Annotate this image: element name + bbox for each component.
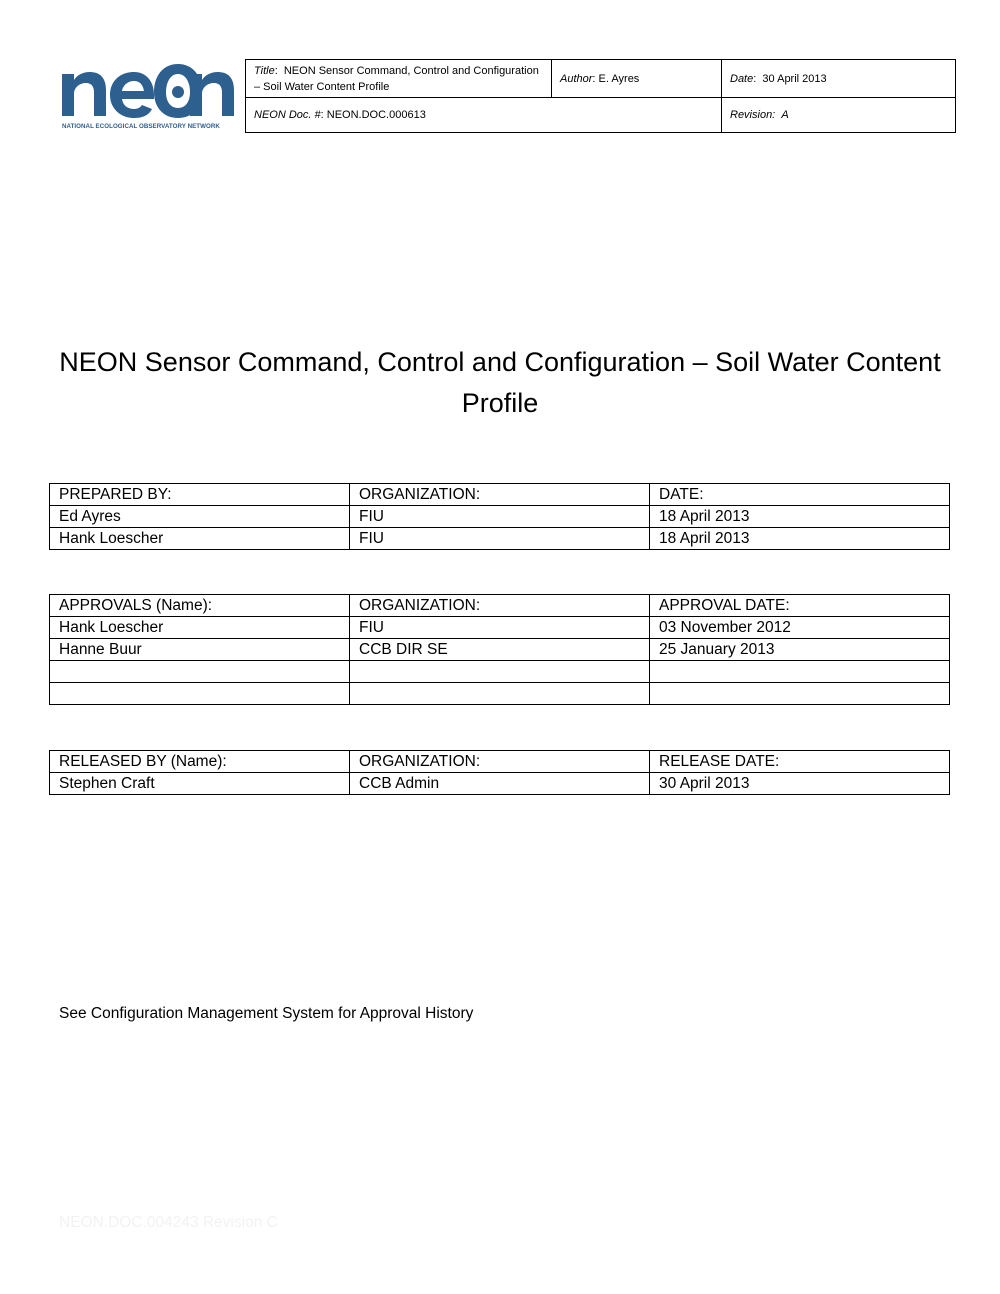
table-cell: [50, 661, 350, 683]
table-cell: Ed Ayres: [50, 506, 350, 528]
table-header-row: [50, 751, 950, 773]
header-docnum-label: NEON Doc. #: [254, 109, 321, 121]
table-row: [50, 617, 950, 639]
table-row: [50, 528, 950, 550]
header-revision-cell: [722, 98, 956, 133]
footer-doc-reference: NEON.DOC.004243 Revision C: [59, 1214, 278, 1231]
header-title-value: NEON Sensor Command, Control and Configuration – Soil Water Content Profile: [254, 64, 539, 93]
table-cell: Hanne Buur: [50, 639, 350, 661]
header-title-label: Title: [254, 64, 275, 77]
header-date-cell: Date: 30 April 2013: [722, 60, 956, 98]
table-cell: Hank Loescher: [50, 528, 350, 550]
table-header-cell: RELEASE DATE:: [650, 751, 950, 773]
table-row: [50, 639, 950, 661]
table-cell: [650, 661, 950, 683]
table-cell: Stephen Craft: [50, 773, 350, 795]
table-cell: CCB Admin: [350, 773, 650, 795]
table-header-cell: APPROVALS (Name):: [50, 595, 350, 617]
table-row: [50, 773, 950, 795]
approval-history-note: See Configuration Management System for Approval History: [59, 1005, 474, 1022]
table-header-cell: APPROVAL DATE:: [650, 595, 950, 617]
header-author-value: E. Ayres: [598, 72, 640, 85]
logo-tagline: NATIONAL ECOLOGICAL OBSERVATORY NETWORK: [62, 123, 220, 130]
table-cell: 25 January 2013: [650, 639, 950, 661]
table-cell: FIU: [350, 528, 650, 550]
table-row: [50, 683, 950, 705]
header-author-label: Author: [560, 72, 593, 85]
table-header-cell: ORGANIZATION:: [350, 751, 650, 773]
table-cell: 03 November 2012: [650, 617, 950, 639]
header-date-label: Date: [730, 72, 754, 85]
released-by-table: [49, 750, 950, 795]
neon-wordmark: [60, 58, 236, 120]
table-header-cell: ORGANIZATION:: [350, 484, 650, 506]
table-cell: [350, 661, 650, 683]
table-cell: [650, 683, 950, 705]
table-header-cell: ORGANIZATION:: [350, 595, 650, 617]
header-author-cell: Author: E. Ayres: [552, 60, 722, 98]
header-revision-label: Revision:: [730, 109, 776, 121]
neon-logo: [60, 58, 236, 134]
table-header-cell: PREPARED BY:: [50, 484, 350, 506]
header-docnum-value: NEON.DOC.000613: [326, 109, 426, 121]
table-cell: 18 April 2013: [650, 528, 950, 550]
table-row: [50, 661, 950, 683]
document-title: NEON Sensor Command, Control and Configuration – Soil Water Content Profile: [59, 347, 941, 418]
table-cell: 30 April 2013: [650, 773, 950, 795]
header-date-value: 30 April 2013: [762, 72, 827, 85]
table-cell: [350, 683, 650, 705]
table-row: [50, 506, 950, 528]
table-cell: FIU: [350, 617, 650, 639]
table-header-cell: DATE:: [650, 484, 950, 506]
header-docnum-cell: NEON Doc. #: NEON.DOC.000613: [246, 98, 722, 133]
table-cell: [50, 683, 350, 705]
prepared-by-table: [49, 483, 950, 550]
approvals-table: [49, 594, 950, 705]
table-cell: Hank Loescher: [50, 617, 350, 639]
table-header-row: [50, 595, 950, 617]
table-cell: FIU: [350, 506, 650, 528]
table-cell: 18 April 2013: [650, 506, 950, 528]
document-header-table: [245, 59, 956, 133]
table-header-row: [50, 484, 950, 506]
table-cell: CCB DIR SE: [350, 639, 650, 661]
header-revision-value: A: [781, 109, 789, 121]
table-header-cell: RELEASED BY (Name):: [50, 751, 350, 773]
header-title-cell: Title: NEON Sensor Command, Control and Configuration – Soil Water Content Profile: [246, 60, 552, 98]
